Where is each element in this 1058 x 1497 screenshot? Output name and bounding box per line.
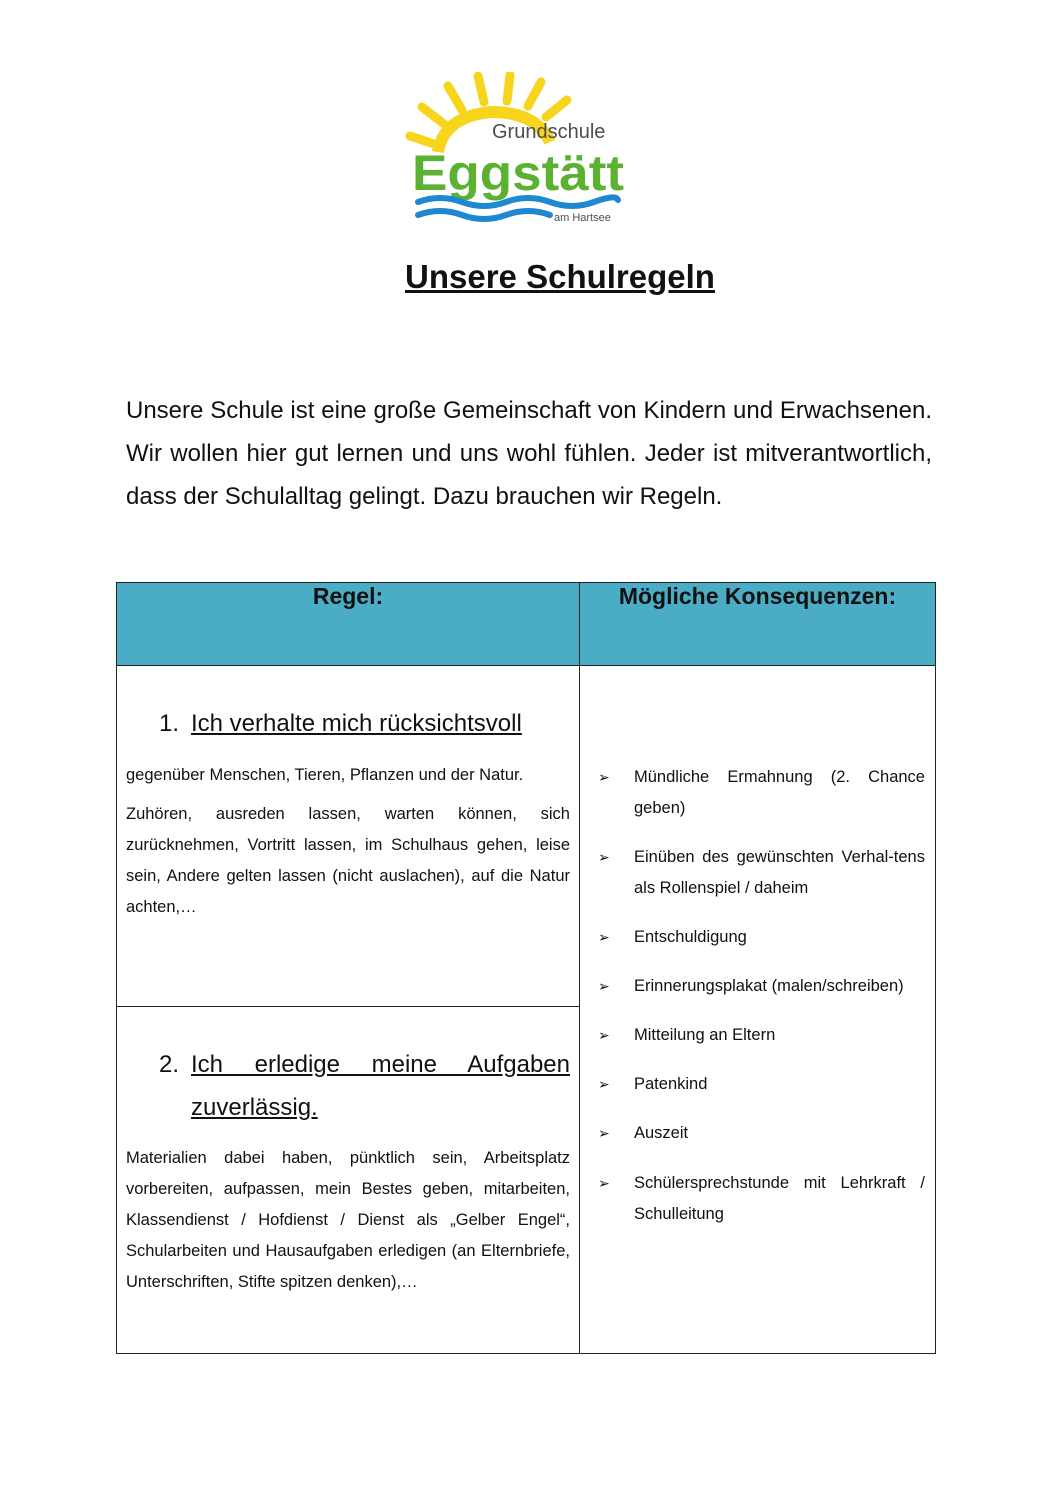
consequences-list: [580, 666, 935, 1230]
rule-cell-1: [117, 666, 580, 1007]
rule-title-line-1: Ich erledige meine Aufgaben: [191, 1051, 570, 1078]
header-consequences: Mögliche Konsequenzen:: [580, 583, 936, 666]
intro-paragraph: Unsere Schule ist eine große Gemeinschaft von Kindern und Erwachsenen. Wir wollen hier gut lernen und uns wohl fühlen. Jeder ist mitverantwortlich, dass der Schulalltag gelingt. Dazu brauchen wir Regeln.: [126, 397, 932, 510]
rule-number: 1.: [159, 710, 180, 737]
list-item: ➢ Mitteilung an Eltern: [598, 1020, 925, 1051]
arrow-bullet-icon: ➢: [598, 769, 610, 785]
consequences-cell: [580, 666, 936, 1354]
rule-title-line-2: zuverlässig.: [191, 1094, 318, 1121]
arrow-bullet-icon: ➢: [598, 849, 610, 865]
logo-name: Eggstätt: [412, 145, 625, 201]
rule-number: 2.: [159, 1051, 180, 1078]
arrow-bullet-icon: ➢: [598, 1125, 610, 1141]
rules-table: [116, 582, 936, 1354]
list-item: ➢ Einüben des gewünschten Verhal-tens als Rollenspiel / daheim: [598, 842, 925, 904]
list-item: ➢ Auszeit: [598, 1118, 925, 1149]
arrow-bullet-icon: ➢: [598, 1027, 610, 1043]
arrow-bullet-icon: ➢: [598, 1076, 610, 1092]
arrow-bullet-icon: ➢: [598, 1175, 610, 1191]
table-header-row: [117, 583, 936, 666]
list-item: ➢ Mündliche Ermahnung (2. Chance geben): [598, 762, 925, 824]
rule-examples: Zuhören, ausreden lassen, warten können, sich zurücknehmen, Vortritt lassen, im Schulhaus gehen, leise sein, Andere gelten lassen (nicht auslachen), auf die Natur achten,…: [126, 805, 570, 916]
rule-cell-2: [117, 1007, 580, 1354]
list-item: ➢ Schülersprechstunde mit Lehrkraft / Schulleitung: [598, 1168, 925, 1230]
list-item: ➢ Patenkind: [598, 1069, 925, 1100]
logo-top-text: Grundschule: [492, 121, 606, 143]
table-row: [117, 666, 936, 1007]
school-logo: [404, 72, 634, 227]
rule-title: Ich verhalte mich rücksichtsvoll: [191, 710, 522, 737]
list-item: ➢ Erinnerungsplakat (malen/schreiben): [598, 971, 925, 1002]
rule-description: gegenüber Menschen, Tieren, Pflanzen und der Natur.: [126, 766, 524, 784]
page-title: Unsere Schulregeln: [405, 258, 715, 295]
list-item: ➢ Entschuldigung: [598, 922, 925, 953]
rule-description: Materialien dabei haben, pünktlich sein, Arbeitsplatz vorbereiten, aufpassen, mein Bestes geben, mitarbeiten, Klassendienst / Hofdienst / Dienst als „Gelber Engel“, Schularbeiten und Hausaufgaben erledigen (an Elternbriefe, Unterschriften, Stifte spitzen denken),…: [126, 1149, 570, 1291]
logo-bottom-text: am Hartsee: [554, 212, 611, 224]
rule-title-block: [191, 1043, 570, 1129]
arrow-bullet-icon: ➢: [598, 929, 610, 945]
rule-heading-1: [117, 702, 579, 745]
arrow-bullet-icon: ➢: [598, 978, 610, 994]
header-rule: Regel:: [117, 583, 580, 666]
rule-heading-2: [117, 1043, 579, 1129]
